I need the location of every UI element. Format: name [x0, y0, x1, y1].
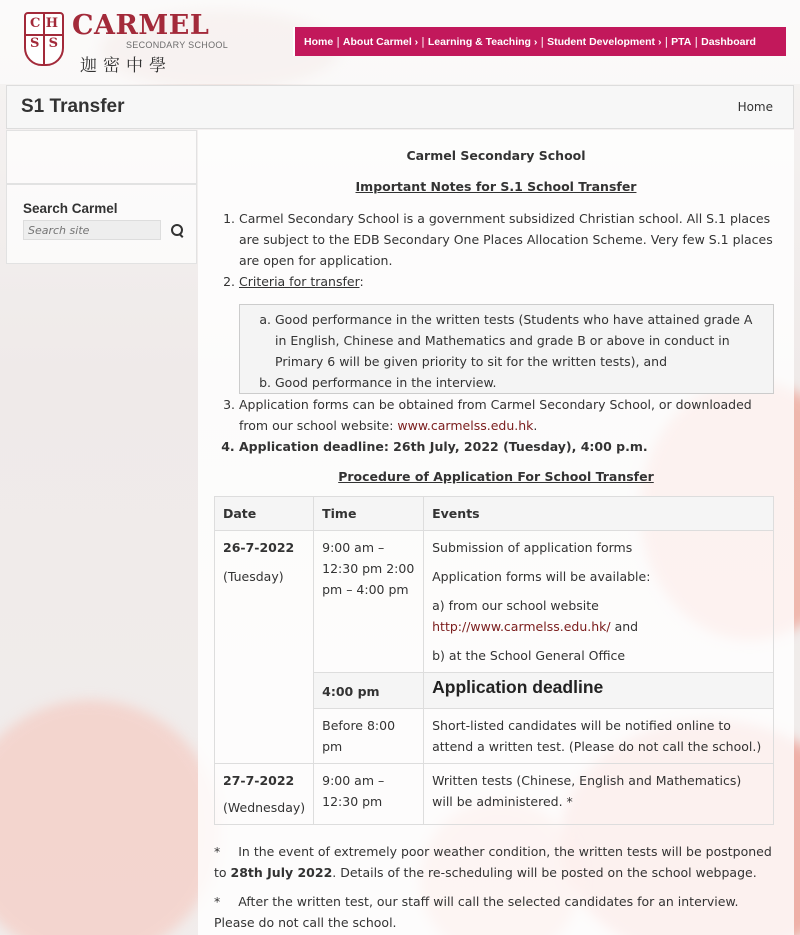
time-cell: 4:00 pm [314, 673, 424, 709]
date-cell: 27-7-2022 [223, 773, 295, 788]
main-content [198, 130, 794, 935]
note-4-deadline: 4. Application deadline: 26th July, 2022 (Tuesday), 4:00 p.m. [239, 436, 778, 457]
event-text: Submission of application forms [432, 540, 633, 555]
note-3: 3. Application forms can be obtained from Carmel Secondary School, or downloaded from our school website: www.carmelss.edu.hk. [239, 394, 778, 436]
title-bar [6, 85, 794, 129]
event-text: b) at the School General Office [432, 648, 626, 663]
nav-learning-teaching[interactable]: Learning & Teaching › [427, 35, 538, 48]
nav-home[interactable]: Home [304, 35, 334, 48]
deadline-text: Application deadline [432, 677, 604, 697]
event-text: Application forms will be available: [432, 569, 651, 584]
website-link[interactable]: www.carmelss.edu.hk [397, 418, 534, 433]
time-cell: 9:00 am – 12:30 pm 2:00 pm – 4:00 pm [314, 531, 424, 673]
search-input[interactable] [23, 220, 161, 240]
main-nav: Home | About Carmel › | Learning & Teaching › | Student Development › | PTA | Dashboard [293, 27, 786, 56]
day-cell: (Wednesday) [223, 800, 306, 815]
date-cell: 26-7-2022 [223, 540, 295, 555]
criteria-a: a. Good performance in the written tests (Students who have attained grade A in English, Chinese and Mathematics and grade B or above in conduct in Primary 6 will be given priority to sit for the written tests), and [275, 309, 763, 372]
school-heading: Carmel Secondary School [406, 148, 586, 163]
criteria-link[interactable]: Criteria for transfer [239, 274, 360, 289]
table-row [215, 764, 774, 825]
notes-list [214, 208, 778, 457]
logo-sub: SECONDARY SCHOOL [126, 40, 228, 50]
nav-dashboard[interactable]: Dashboard [701, 35, 756, 48]
logo-name: CARMEL [72, 10, 210, 41]
search-heading: Search Carmel [23, 201, 118, 216]
col-time: Time [314, 497, 424, 531]
event-text: Written tests (Chinese, English and Mathematics) will be administered. * [424, 764, 774, 825]
search-icon[interactable] [171, 224, 180, 237]
footnote-1: * In the event of extremely poor weather condition, the written tests will be postponed to 28th July 2022. Details of the re-scheduling will be posted on the school webpage. [214, 844, 772, 880]
page-title: S1 Transfer [21, 96, 125, 117]
sidebar-blank-block [6, 130, 197, 184]
nav-about[interactable]: About Carmel › [342, 35, 419, 48]
note-1: 1. Carmel Secondary School is a government subsidized Christian school. All S.1 places are subject to the EDB Secondary One Places Allocation Scheme. Very few S.1 places are open for application. [239, 208, 778, 271]
event-text: Short-listed candidates will be notified online to attend a written test. (Please do not call the school.) [424, 709, 774, 764]
nav-pta[interactable]: PTA [671, 35, 692, 48]
col-events: Events [424, 497, 774, 531]
criteria-box [239, 304, 774, 394]
school-logo[interactable] [24, 12, 228, 76]
footnote-2: * After the written test, our staff will call the selected candidates for an interview. Please do not call the school. [214, 894, 739, 930]
time-cell: 9:00 am – 12:30 pm [314, 764, 424, 825]
sidebar [6, 130, 197, 264]
day-cell: (Tuesday) [223, 569, 284, 584]
website-url-link[interactable]: http://www.carmelss.edu.hk/ [432, 619, 611, 634]
header [0, 0, 800, 84]
nav-student-development[interactable]: Student Development › [547, 35, 662, 48]
table-row [215, 531, 774, 673]
footnotes [214, 841, 774, 933]
note-2: 2. Criteria for transfer: a. Good performance in the written tests (Students who have attained grade A in English, Chinese and Mathematics and grade B or above in conduct in Primary 6 will be given priority to sit for the written tests), and b. Good performance in the interview. [239, 271, 778, 394]
time-cell: Before 8:00 pm [314, 709, 424, 764]
school-crest-icon: C H S S [24, 12, 64, 66]
schedule-table [214, 496, 774, 825]
event-text: a) from our school website http://www.carmelss.edu.hk/ and [432, 598, 639, 634]
logo-chinese: 迦密中學 [80, 56, 172, 76]
notes-heading: Important Notes for S.1 School Transfer [355, 179, 637, 194]
search-block [6, 184, 197, 264]
col-date: Date [215, 497, 314, 531]
procedure-heading: Procedure of Application For School Transfer [338, 469, 654, 484]
table-header-row [215, 497, 774, 531]
breadcrumb-home-link[interactable]: Home [737, 100, 773, 114]
criteria-b: b. Good performance in the interview. [275, 372, 763, 393]
